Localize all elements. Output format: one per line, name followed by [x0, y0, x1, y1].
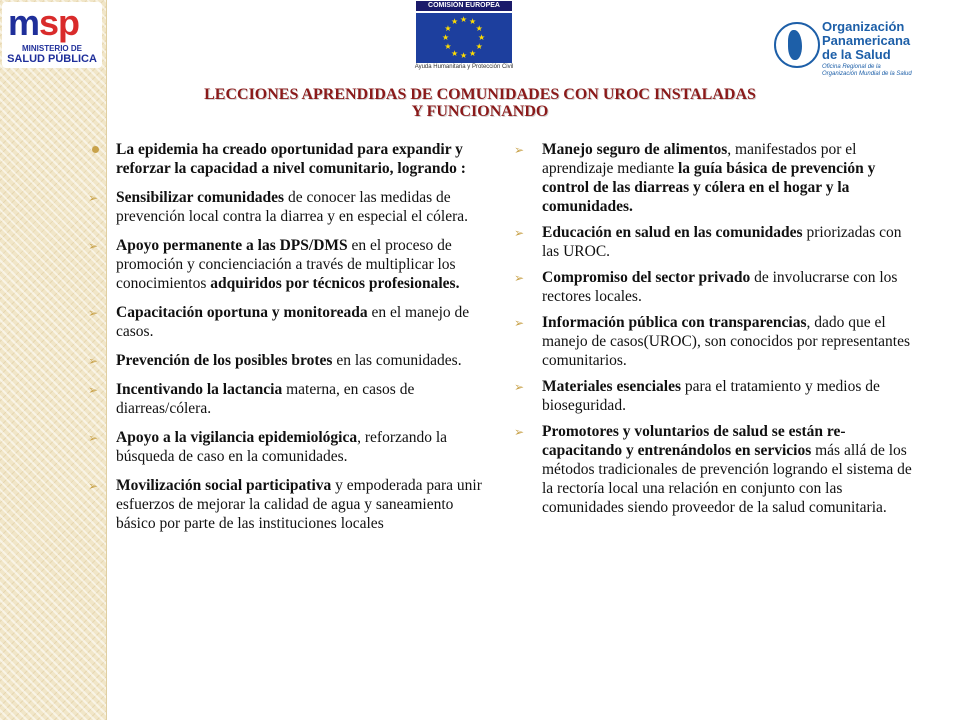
- item-text: y empoderada para unir esfuerzos de mejorar la calidad de agua y saneamiento básico por parte de las instituciones locales: [116, 477, 482, 532]
- item-text: en el manejo de casos.: [116, 304, 470, 340]
- item-text: priorizadas con las UROC.: [542, 224, 902, 260]
- star-icon: ★: [460, 15, 468, 24]
- msp-logo-mark: msp: [8, 2, 80, 43]
- ops-logo-name-line: Organización: [822, 19, 905, 34]
- left-column: [88, 140, 493, 543]
- star-icon: ★: [460, 51, 468, 60]
- arrow-bullet-icon: ➢: [514, 380, 525, 394]
- list-item: [514, 140, 918, 216]
- arrow-bullet-icon: ➢: [514, 226, 525, 240]
- star-icon: ★: [475, 24, 483, 33]
- bold-text: Manejo seguro de alimentos: [542, 141, 728, 158]
- page-title-line: LECCIONES APRENDIDAS DE COMUNIDADES CON UROC INSTALADAS: [204, 86, 756, 103]
- list-item: [514, 377, 918, 415]
- item-text: materna, en casos de diarreas/cólera.: [116, 381, 415, 417]
- item-text: , reforzando la búsqueda de caso en la comunidades.: [116, 429, 448, 465]
- arrow-bullet-icon: ➢: [88, 479, 99, 493]
- left-item-list: [88, 140, 493, 533]
- item-text: de involucrarse con los rectores locales.: [542, 269, 898, 305]
- list-item: [514, 223, 918, 261]
- star-icon: ★: [444, 24, 452, 33]
- bold-text: Apoyo a la vigilancia epidemiológica: [116, 429, 358, 446]
- item-text: de conocer las medidas de prevención local contra la diarrea y en especial el cólera.: [116, 189, 468, 225]
- star-icon: ★: [469, 17, 477, 27]
- bold-text: Promotores y voluntarios de salud se están re-capacitando y entrenándolos en servicios: [542, 423, 846, 459]
- eu-logo-subtitle: Ayuda Humanitaria y Protección Civil: [414, 64, 514, 70]
- bold-text: Movilización social participativa: [116, 477, 332, 494]
- star-icon: ★: [442, 33, 450, 42]
- bold-text: Materiales esenciales: [542, 378, 682, 395]
- item-text: , manifestados por el aprendizaje mediante: [542, 141, 857, 177]
- item-text: más allá de los métodos tradicionales de prevención logrando el sistema de la rectoría local una relación en conjunto con las comunidades siendo proveedor de la salud comunitaria.: [542, 442, 912, 516]
- star-icon: ★: [451, 48, 459, 58]
- arrow-bullet-icon: ➢: [88, 306, 99, 320]
- list-item: [514, 268, 918, 306]
- star-icon: ★: [451, 17, 459, 27]
- bold-text: Compromiso del sector privado: [542, 269, 751, 286]
- list-item: [88, 140, 493, 178]
- item-text: , dado que el manejo de casos(UROC), son conocidos por representantes comunitarios.: [542, 314, 911, 369]
- list-item: [88, 236, 493, 293]
- item-text: en el proceso de promoción y concienciación a través de multiplicar los conocimientos: [116, 237, 456, 292]
- list-item: [514, 313, 918, 370]
- page-title: [120, 86, 840, 120]
- bold-text: Incentivando la lactancia: [116, 381, 283, 398]
- ops-logo-name: [822, 20, 910, 62]
- star-icon: ★: [475, 42, 483, 51]
- bold-text: adquiridos por técnicos profesionales.: [210, 275, 460, 292]
- msp-logo-line2: SALUD PÚBLICA: [7, 53, 97, 65]
- list-item: [88, 351, 493, 370]
- list-item: [88, 476, 493, 533]
- star-icon: ★: [469, 48, 477, 58]
- arrow-bullet-icon: ➢: [514, 425, 525, 439]
- arrow-bullet-icon: ➢: [514, 316, 525, 330]
- bold-text: Apoyo permanente a las DPS/DMS: [116, 237, 348, 254]
- ops-logo-subtitle-line: Oficina Regional de la: [822, 64, 881, 70]
- arrow-bullet-icon: ➢: [88, 239, 99, 253]
- list-item: [88, 428, 493, 466]
- eu-logo-title: COMISIÓN EUROPEA: [416, 1, 512, 11]
- right-column: [514, 140, 918, 524]
- arrow-bullet-icon: ➢: [514, 143, 525, 157]
- arrow-bullet-icon: ➢: [88, 383, 99, 397]
- ops-logo-name-line: Panamericana: [822, 33, 911, 48]
- ops-logo-name-line: de la Salud: [822, 47, 891, 62]
- list-item: [88, 188, 493, 226]
- globe-icon: [774, 22, 820, 68]
- list-item: [88, 380, 493, 418]
- page-title-line: Y FUNCIONANDO: [411, 103, 549, 120]
- eu-logo: [404, 0, 522, 78]
- bold-text: Educación en salud en las comunidades: [542, 224, 803, 241]
- right-item-list: [514, 140, 918, 517]
- arrow-bullet-icon: ➢: [88, 354, 99, 368]
- list-item: [514, 422, 918, 517]
- eu-flag-icon: [416, 13, 512, 63]
- arrow-bullet-icon: ➢: [88, 191, 99, 205]
- ops-logo-subtitle: [822, 64, 912, 78]
- arrow-bullet-icon: ➢: [514, 271, 525, 285]
- list-item: [88, 303, 493, 341]
- round-bullet-icon: [92, 146, 99, 153]
- bold-text: Sensibilizar comunidades: [116, 189, 285, 206]
- bold-text: Prevención de los posibles brotes: [116, 352, 333, 369]
- item-text: en las comunidades.: [332, 352, 462, 369]
- star-icon: ★: [444, 42, 452, 51]
- msp-logo-line1: MINISTERIO DE: [21, 44, 82, 53]
- bold-text: la guía básica de prevención y control de las diarreas y cólera en el hogar y la comunidades.: [542, 160, 876, 215]
- bold-text: Capacitación oportuna y monitoreada: [116, 304, 368, 321]
- bold-text: La epidemia ha creado oportunidad para expandir y reforzar la capacidad a nivel comunitario, logrando :: [116, 141, 466, 177]
- star-icon: ★: [478, 33, 486, 42]
- ops-logo-subtitle-line: Organización Mundial de la Salud: [822, 71, 912, 77]
- msp-logo: [2, 2, 102, 68]
- bold-text: Información pública con transparencias: [542, 314, 807, 331]
- ops-logo: [772, 18, 960, 84]
- arrow-bullet-icon: ➢: [88, 431, 99, 445]
- item-text: para el tratamiento y medios de bioseguridad.: [542, 378, 880, 414]
